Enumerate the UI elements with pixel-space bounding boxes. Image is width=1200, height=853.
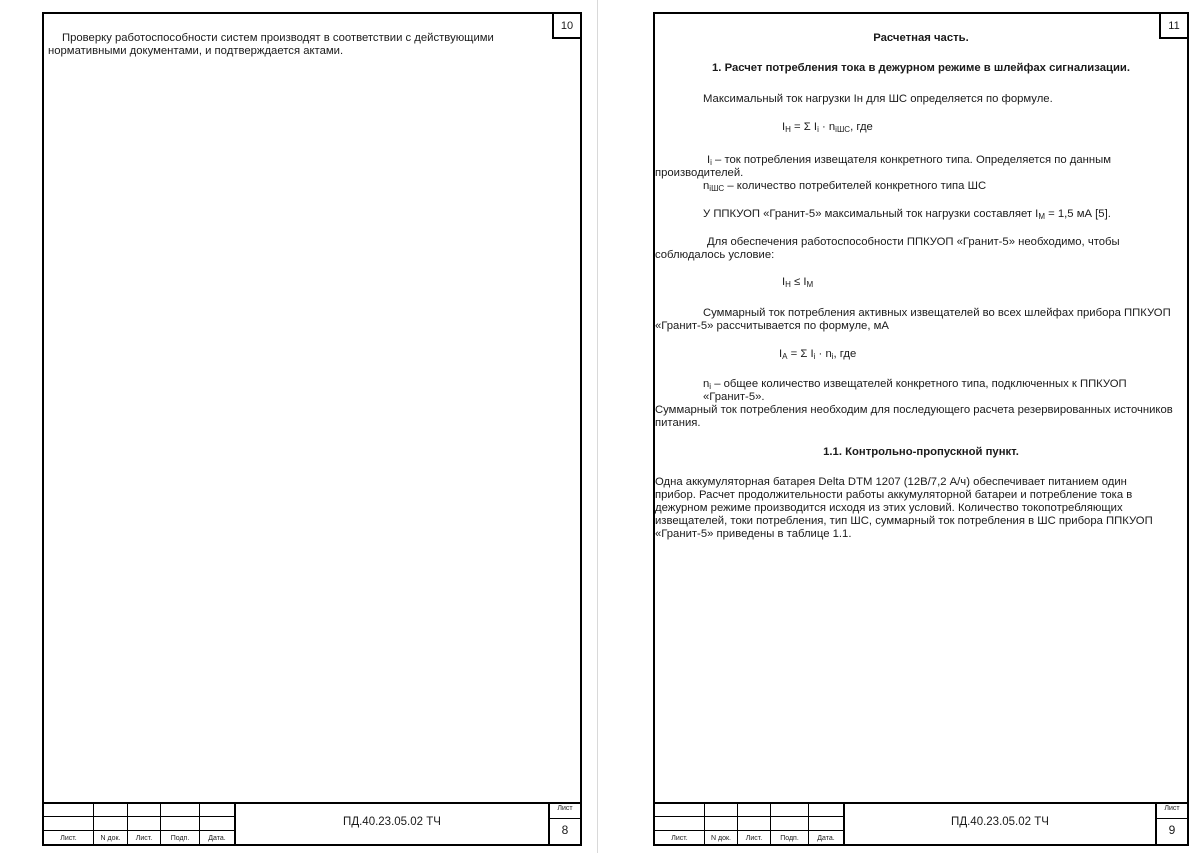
formula-condition: $I_Н \le I_M$ [782,276,814,289]
stamp-label-list: Лист. [60,835,77,842]
document-code: ПД.40.23.05.02 ТЧ [951,816,1049,828]
sheet-number: 8 [561,823,569,837]
title-block [655,802,1187,844]
page-number-box: 11 [1159,12,1189,39]
page-gap-divider [597,0,598,853]
stamp-label-ndoc: N док. [711,835,731,842]
paragraph-total-current: Суммарный ток потребления активных извещателей во всех шлейфах прибора ППКУОП «Гранит-5» рассчитывается по формуле, мА [655,307,1171,332]
title-block [44,802,580,844]
definition-Ii: $I_i$ – ток потребления извещателя конкретного типа. Определяется по данным производителей. [655,154,1112,179]
stamp-label-sign: Подп. [170,835,190,842]
definition-nishc: $n_{iШС}$ – количество потребителей конкретного типа ШС [703,180,987,193]
paragraph-verification: Проверку работоспособности систем производят в соответствии с действующими нормативными документами, и подтверждается актами. [48,32,494,57]
page-title: Расчетная часть. [873,32,969,44]
stamp-label-date: Дата. [208,835,226,842]
paragraph-max-current: Максимальный ток нагрузки Iн для ШС определяется по формуле. [703,93,1053,105]
document-code: ПД.40.23.05.02 ТЧ [343,816,441,828]
stamp-label-sign: Подп. [780,835,799,842]
stamp-label-date: Дата. [817,835,835,842]
stamp-label-list: Лист. [671,835,688,842]
sheet-number: 9 [1168,823,1176,837]
paragraph-condition: Для обеспечения работоспособности ППКУОП «Гранит-5» необходимо, чтобы соблюдалось условие: [655,236,1120,261]
sheet-label: Лист [557,805,573,812]
stamp-label-list2: Лист. [745,835,763,842]
stamp-label-list2: Лист. [135,835,153,842]
paragraph-battery: Одна аккумуляторная батарея Delta DTM 1207 (12В/7,2 А/ч) обеспечивает питанием один прибор. Расчет продолжительности работы аккумуляторной батареи и потребление тока в дежурном режиме производится исходя из этих условий. Количество токопотребляющих извещателей, токи потребления, тип ШС, суммарный ток потребления в ШС прибора ППКУОП «Гранит-5» приведены в таблице 1.1. [655,476,1153,540]
definition-ni: $n_i$ – общее количество извещателей конкретного типа, подключенных к ППКУОП «Гранит-5». [703,378,1127,403]
stamp-label-ndoc: N док. [100,835,121,842]
page-content [44,32,548,58]
document-page-right [653,12,1189,846]
sheet-label: Лист [1164,805,1180,812]
page-number-box: 10 [552,12,582,39]
paragraph-granit-max: У ППКУОП «Гранит-5» максимальный ток нагрузки составляет $I_M = 1,5$ мА [5]. [703,208,1111,221]
formula-load-current: $I_Н = \Sigma$ $I_i \cdot n_{iШС}$, где [782,121,873,134]
formula-active-current: $I_A = \Sigma$ $I_i \cdot n_i$, где [779,348,857,361]
section-heading: 1. Расчет потребления тока в дежурном режиме в шлейфах сигнализации. [712,62,1130,74]
document-page-left [42,12,582,846]
page-content [655,32,1187,541]
subsection-heading: 1.1. Контрольно-пропускной пункт. [823,446,1019,458]
paragraph-backup: Суммарный ток потребления необходим для последующего расчета резервированных источников питания. [655,404,1173,429]
